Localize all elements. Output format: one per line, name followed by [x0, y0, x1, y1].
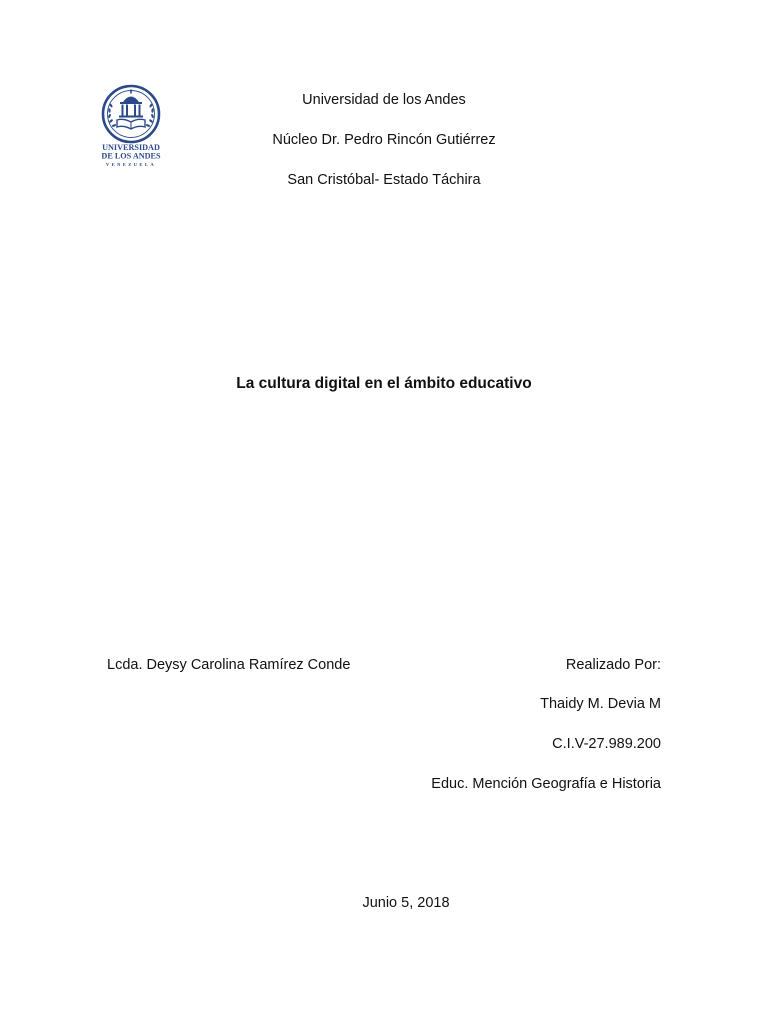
author-id: C.I.V-27.989.200 — [552, 736, 661, 752]
document-date: Junio 5, 2018 — [362, 895, 450, 911]
university-name: Universidad de los Andes — [302, 92, 466, 108]
author-label: Realizado Por: — [565, 657, 661, 673]
location: San Cristóbal- Estado Táchira — [287, 172, 481, 188]
logo-text-line2: DE LOS ANDES — [101, 151, 161, 161]
nucleus-name: Núcleo Dr. Pedro Rincón Gutiérrez — [272, 132, 496, 148]
tutor-name: Lcda. Deysy Carolina Ramírez Conde — [107, 657, 351, 673]
author-program: Educ. Mención Geografía e Historia — [431, 776, 661, 792]
logo-text-line3: VENEZUELA — [105, 162, 157, 167]
document-title: La cultura digital en el ámbito educativo — [236, 375, 532, 392]
author-name: Thaidy M. Devia M — [540, 696, 661, 712]
logo-text-line1: UNIVERSIDAD — [102, 143, 160, 152]
